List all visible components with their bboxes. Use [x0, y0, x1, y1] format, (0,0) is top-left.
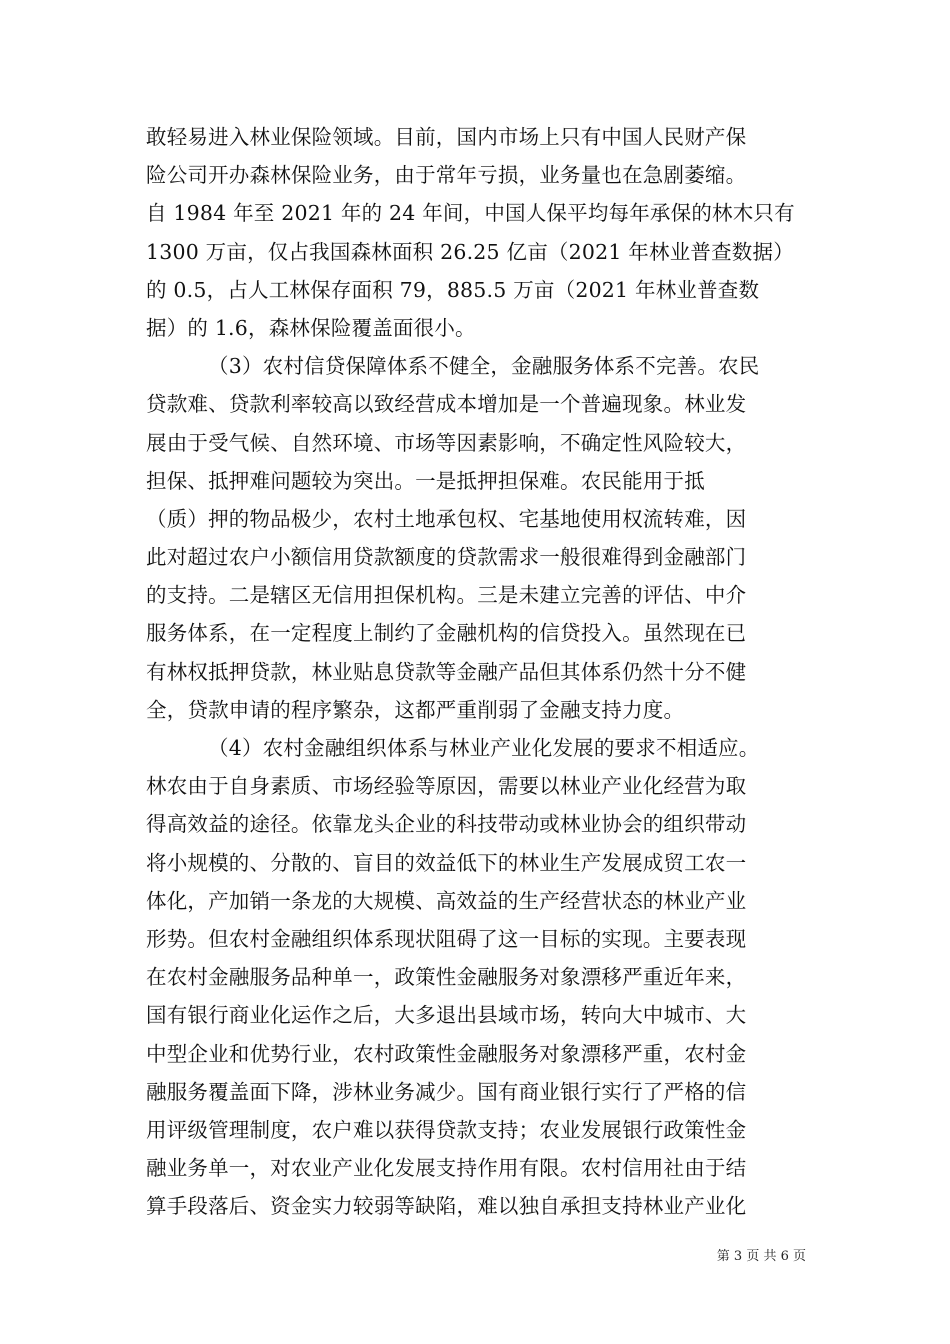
paragraph-4-heading-line: （4）农村金融组织体系与林业产业化发展的要求不相适应。 [208, 736, 760, 760]
text-line: 敢轻易进入林业保险领域。目前，国内市场上只有中国人民财产保 [146, 125, 747, 149]
page-number-footer: 第 3 页 共 6 页 [716, 1249, 806, 1264]
text-line: 此对超过农户小额信用贷款额度的贷款需求一般很难得到金融部门 [146, 545, 747, 570]
body-text [146, 118, 806, 1225]
text-line: 据）的 1.6，森林保险覆盖面很小。 [146, 315, 476, 340]
text-line: （质）押的物品极少，农村土地承包权、宅基地使用权流转难，因 [146, 506, 747, 531]
text-line: 展由于受气候、自然环境、市场等因素影响，不确定性风险较大， [146, 430, 747, 455]
text-line: 中型企业和优势行业，农村政策性金融服务对象漂移严重，农村金 [146, 1041, 747, 1066]
text-line: 全，贷款申请的程序繁杂，这都严重削弱了金融支持力度。 [146, 697, 685, 722]
text-line: 融服务覆盖面下降，涉林业务减少。国有商业银行实行了严格的信 [146, 1079, 747, 1104]
text-line: 算手段落后、资金实力较弱等缺陷，难以独自承担支持林业产业化 [146, 1194, 747, 1219]
text-line: 贷款难、贷款利率较高以致经营成本增加是一个普遍现象。林业发 [146, 392, 747, 417]
text-line: 担保、抵押难问题较为突出。一是抵押担保难。农民能用于抵 [146, 468, 705, 493]
text-line: 国有银行商业化运作之后，大多退出县域市场，转向大中城市、大 [146, 1003, 747, 1028]
text-line: 在农村金融服务品种单一，政策性金融服务对象漂移严重近年来， [146, 965, 747, 990]
text-line: 有林权抵押贷款，林业贴息贷款等金融产品但其体系仍然十分不健 [146, 659, 747, 684]
text-line: 1300 万亩，仅占我国森林面积 26.25 亿亩（2021 年林业普查数据） [146, 239, 794, 264]
paragraph-3-heading-line: （3）农村信贷保障体系不健全，金融服务体系不完善。农民 [208, 354, 760, 379]
text-line: 将小规模的、分散的、盲目的效益低下的林业生产发展成贸工农一 [146, 850, 747, 875]
text-line: 自 1984 年至 2021 年的 24 年间，中国人保平均每年承保的林木只有 [146, 201, 795, 226]
text-line: 服务体系，在一定程度上制约了金融机构的信贷投入。虽然现在已 [146, 621, 747, 646]
text-line: 体化，产加销一条龙的大规模、高效益的生产经营状态的林业产业 [146, 888, 747, 913]
text-line: 融业务单一，对农业产业化发展支持作用有限。农村信用社由于结 [146, 1156, 747, 1181]
text-line: 林农由于自身素质、市场经验等原因，需要以林业产业化经营为取 [146, 774, 747, 799]
text-line: 险公司开办森林保险业务，由于常年亏损，业务量也在急剧萎缩。 [146, 163, 747, 188]
text-line: 形势。但农村金融组织体系现状阻碍了这一目标的实现。主要表现 [146, 926, 747, 951]
text-line: 的 0.5，占人工林保存面积 79，885.5 万亩（2021 年林业普查数 [146, 277, 760, 302]
text-line: 用评级管理制度，农户难以获得贷款支持；农业发展银行政策性金 [146, 1117, 747, 1142]
text-line: 的支持。二是辖区无信用担保机构。三是未建立完善的评估、中介 [146, 583, 747, 608]
text-line: 得高效益的途径。依靠龙头企业的科技带动或林业协会的组织带动 [146, 812, 747, 837]
